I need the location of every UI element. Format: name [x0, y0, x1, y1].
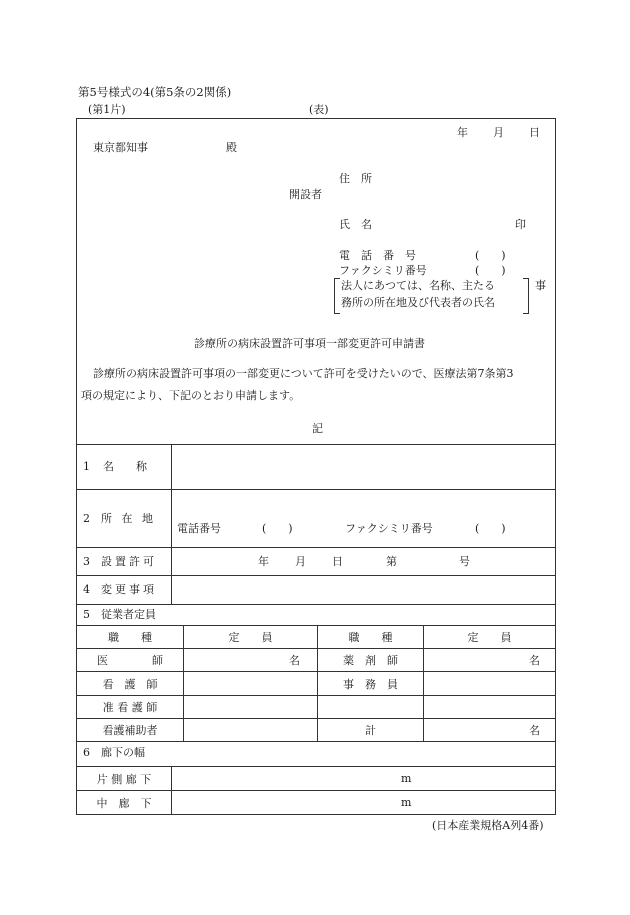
row-name-number: 1	[83, 460, 90, 473]
table-top-line	[77, 444, 555, 445]
row-changes-label: 変更事項	[101, 583, 157, 596]
location-fax-label: ファクシミリ番号	[345, 522, 433, 535]
fax-parens: ( )	[475, 264, 506, 277]
staff-header-count-right: 定 員	[467, 631, 512, 644]
permit-go: 号	[459, 555, 470, 568]
staff-left-type-2: 准 看 護 師	[102, 701, 158, 714]
staff-left-type-1: 看 護 師	[102, 677, 158, 691]
staff-header-type-right: 職 種	[348, 631, 393, 644]
corridor-one-side-unit: m	[401, 772, 412, 785]
row-location-number: 2	[83, 512, 90, 525]
corridor-one-side-label: 片 側 廊 下	[96, 772, 152, 786]
location-field[interactable]	[173, 491, 553, 519]
form-number: 第5号様式の4(第5条の2関係)	[78, 85, 232, 99]
permit-year: 年	[258, 555, 269, 568]
label-col-line	[171, 444, 172, 604]
corridor-col-line	[171, 766, 172, 814]
staff-header-type-left: 職 種	[108, 631, 152, 644]
form-sheet	[76, 118, 556, 815]
staff-right-type-1: 事 務 員	[343, 677, 398, 691]
changes-field[interactable]	[173, 577, 553, 603]
addressee-honorific: 殿	[226, 141, 237, 154]
staff-left-type-0: 医 師	[97, 654, 163, 667]
staff-left-type-3: 看護補助者	[102, 724, 158, 737]
staff-right-type-0: 薬 剤 師	[343, 654, 398, 667]
date-year: 年	[457, 126, 468, 139]
addressee-name: 東京都知事	[93, 141, 148, 154]
corridor-section-label: 6 廊下の幅	[83, 746, 145, 759]
ki-label: 記	[312, 422, 323, 435]
staff-unit-left-first: 名	[289, 654, 300, 667]
staff-total-label: 計	[365, 724, 376, 737]
row-line-3	[77, 575, 555, 576]
staff-section-label: 5 従業者定員	[83, 608, 156, 621]
staff-header-count-left: 定 員	[228, 631, 273, 644]
permit-dai: 第	[386, 555, 397, 568]
staff-unit-right-first: 名	[529, 654, 540, 667]
side-label: (表)	[309, 103, 329, 116]
corp-note-line2: 務所の所在地及び代表者の氏名	[341, 296, 495, 309]
paper-size-note: (日本産業規格A列4番)	[432, 819, 544, 832]
date-month: 月	[493, 126, 504, 139]
row-permit-number: 3	[83, 555, 90, 568]
phone-label: 電 話 番 号	[339, 249, 416, 262]
form-title: 診療所の病床設置許可事項一部変更許可申請書	[194, 337, 425, 350]
permit-month: 月	[295, 555, 306, 568]
row-line-2	[77, 547, 555, 548]
body-line2: 項の規定により、下記のとおり申請します。	[81, 389, 301, 402]
phone-parens: ( )	[475, 249, 506, 262]
row-permit-label: 設置許可	[101, 555, 157, 568]
page-label: (第1片)	[88, 103, 126, 116]
row-line-1	[77, 489, 555, 490]
row-name-label: 名 称	[103, 460, 147, 473]
note-bracket-right	[523, 278, 529, 314]
corp-note-side: 事	[535, 279, 546, 292]
staff-unit-total: 名	[529, 724, 540, 737]
permit-day: 日	[332, 555, 343, 568]
location-phone-label: 電話番号	[177, 522, 221, 535]
body-line1: 診療所の病床設置許可事項の一部変更について許可を受けたいので、医療法第7条第3	[93, 367, 514, 380]
address-label: 住 所	[339, 172, 372, 185]
facility-name-field[interactable]	[173, 447, 553, 487]
location-fax-parens: ( )	[475, 522, 506, 535]
row-changes-number: 4	[83, 583, 90, 596]
row-line-4	[77, 604, 555, 605]
row-line-10	[77, 741, 555, 742]
corridor-center-unit: m	[401, 796, 412, 809]
seal-mark: 印	[515, 218, 526, 231]
name-label: 氏 名	[339, 218, 372, 231]
fax-label: ファクシミリ番号	[339, 264, 427, 277]
date-day: 日	[529, 126, 540, 139]
corridor-center-label: 中 廊 下	[96, 796, 152, 810]
corp-note-line1: 法人にあつては、名称、主たる	[341, 279, 495, 292]
location-phone-parens: ( )	[262, 522, 293, 535]
row-location-label: 所 在 地	[101, 512, 156, 525]
note-bracket-left	[334, 278, 340, 314]
applicant-role: 開設者	[289, 188, 322, 201]
